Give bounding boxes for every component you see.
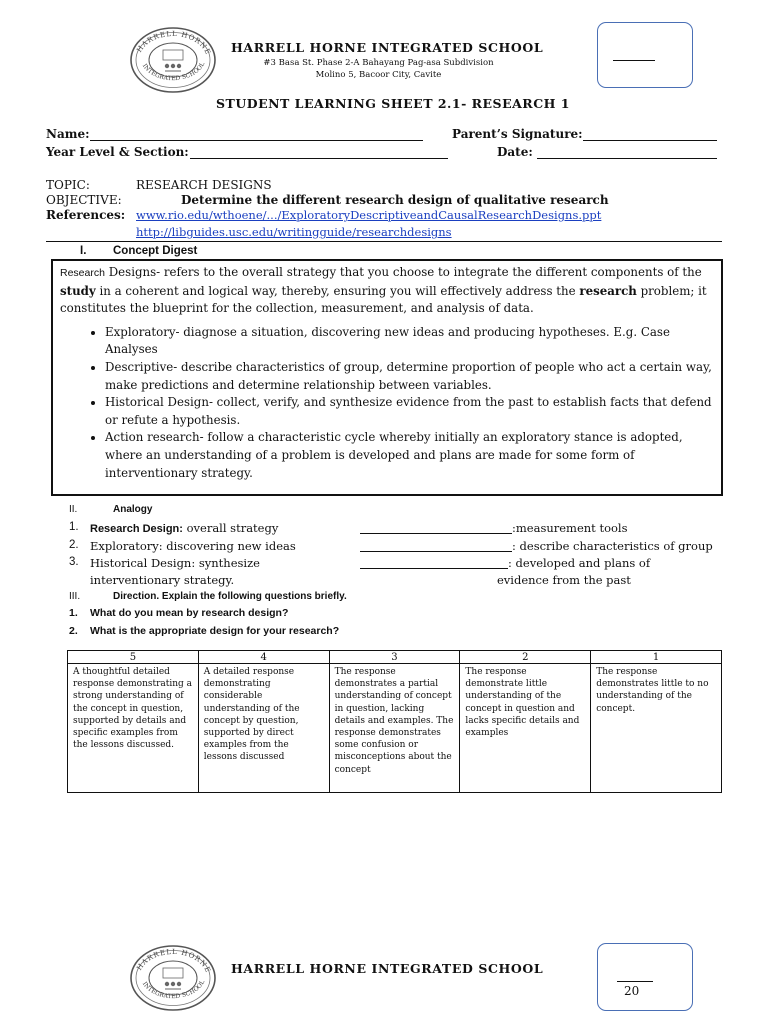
question-1-text: What do you mean by research design? [90, 607, 289, 619]
reference-link-2[interactable]: http://libguides.usc.edu/writingguide/researchdesigns [136, 225, 452, 239]
analogy-1-text: Research Design: overall strategy [90, 521, 279, 535]
svg-text:HARRELL HORNE: HARRELL HORNE [135, 29, 213, 57]
analogy-3-answer: : developed and plans of [508, 556, 651, 570]
bullet-action-research: • Action research- follow a characteristic cycle whereby initially an exploratory stance is adopted, where an understanding of a problem is developed and plans are made for some form of interventionary strategy. [105, 429, 715, 482]
parent-signature-line[interactable] [583, 140, 717, 141]
footer-seal-logo [129, 944, 217, 1012]
digest-paragraph: Research Designs- refers to the overall strategy that you choose to integrate the different components of the study in a coherent and logical way, thereby, ensuring you will effectively address the research problem; it constitutes the blueprint for the collection, measurement, and analysis of data. [60, 265, 707, 316]
analogy-3-answer-continued: evidence from the past [497, 573, 631, 587]
reference-link-1[interactable]: www.rio.edu/wthoene/.../ExploratoryDescriptiveandCausalResearchDesigns.ppt [136, 208, 602, 222]
date-label: Date: [497, 145, 533, 159]
question-1-number: 1. [69, 607, 78, 619]
rubric-cell-3: The response demonstrates a partial understanding of concept in question, lacking details and examples. The response demonstrates some confusion or misconceptions about the concept [329, 664, 460, 793]
section2-title: Analogy [113, 504, 153, 515]
page-number: 20 [624, 984, 640, 998]
rubric-score-1: 1 [591, 651, 722, 664]
rubric-score-5: 5 [68, 651, 199, 664]
year-level-line[interactable] [190, 158, 448, 159]
school-name: HARRELL HORNE INTEGRATED SCHOOL [231, 40, 544, 55]
rubric-criteria-row [68, 664, 722, 793]
section3-title: Direction. Explain the following questions briefly. [113, 591, 347, 602]
section1-number: I. [80, 245, 87, 257]
parent-signature-label: Parent’s Signature: [452, 127, 583, 141]
analogy-1-blank[interactable] [360, 533, 512, 534]
score-box [597, 22, 693, 88]
bullet-descriptive: • Descriptive- describe characteristics of group, determine proportion of people who act a certain way, make predictions and determine relationship between variables. [105, 359, 715, 394]
question-2-text: What is the appropriate design for your research? [90, 625, 340, 637]
topic-value: RESEARCH DESIGNS [136, 178, 272, 192]
rubric-cell-4: A detailed response demonstrating considerable understanding of the concept by question, supported by direct examples from the lessons discussed [198, 664, 329, 793]
svg-text:INTEGRATED SCHOOL: INTEGRATED SCHOOL [140, 978, 207, 1001]
date-line[interactable] [537, 158, 717, 159]
question-2-number: 2. [69, 625, 78, 637]
digest-bullet-list [53, 324, 721, 482]
analogy-3-blank[interactable] [360, 568, 508, 569]
references-label: References: [46, 208, 126, 222]
section2-number: II. [69, 504, 78, 515]
analogy-1-answer: :measurement tools [512, 521, 628, 535]
svg-text:HARRELL HORNE: HARRELL HORNE [135, 947, 213, 975]
objective-label: OBJECTIVE: [46, 193, 122, 207]
rubric-cell-2: The response demonstrate little understanding of the concept in question and lacks specific details and examples [460, 664, 591, 793]
rubric-table [67, 650, 722, 793]
footer-school-name: HARRELL HORNE INTEGRATED SCHOOL [231, 961, 544, 976]
name-label: Name: [46, 127, 90, 141]
sheet-title: STUDENT LEARNING SHEET 2.1- RESEARCH 1 [216, 96, 571, 111]
address-line-2: Molino 5, Bacoor City, Cavite [315, 70, 442, 80]
school-seal-logo [129, 26, 217, 94]
bullet-exploratory: • Exploratory- diagnose a situation, discovering new ideas and producing hypotheses. E.g. Case Analyses [105, 324, 715, 359]
rubric-cell-5: A thoughtful detailed response demonstrating a strong understanding of the concept in question, supported by details and specific examples from the lessons discussed. [68, 664, 199, 793]
section1-title: Concept Digest [113, 245, 198, 257]
bullet-historical: • Historical Design- collect, verify, and synthesize evidence from the past to establish facts that defend or refute a hypothesis. [105, 394, 715, 429]
rubric-score-3: 3 [329, 651, 460, 664]
address-line-1: #3 Basa St. Phase 2-A Bahayang Pag-asa Subdivision [263, 58, 494, 68]
rubric-score-4: 4 [198, 651, 329, 664]
topic-label: TOPIC: [46, 178, 90, 192]
rubric-header-row [68, 651, 722, 664]
name-line[interactable] [90, 140, 423, 141]
section3-number: III. [69, 591, 81, 602]
concept-digest-box [51, 259, 723, 496]
section-divider [46, 241, 722, 242]
rubric-cell-1: The response demonstrates little to no understanding of the concept. [591, 664, 722, 793]
rubric-score-2: 2 [460, 651, 591, 664]
analogy-1-number: 1. [69, 521, 79, 533]
analogy-3-continued: interventionary strategy. [90, 573, 235, 587]
footer-page-box [597, 943, 693, 1011]
analogy-2-blank[interactable] [360, 551, 512, 552]
analogy-3-number: 3. [69, 556, 79, 568]
objective-value: Determine the different research design of qualitative research [181, 193, 609, 207]
analogy-2-text: Exploratory: discovering new ideas [90, 539, 296, 553]
analogy-2-number: 2. [69, 539, 79, 551]
analogy-3-text: Historical Design: synthesize [90, 556, 260, 570]
svg-text:INTEGRATED SCHOOL: INTEGRATED SCHOOL [140, 60, 207, 83]
year-level-label: Year Level & Section: [46, 145, 189, 159]
analogy-2-answer: : describe characteristics of group [512, 539, 713, 553]
